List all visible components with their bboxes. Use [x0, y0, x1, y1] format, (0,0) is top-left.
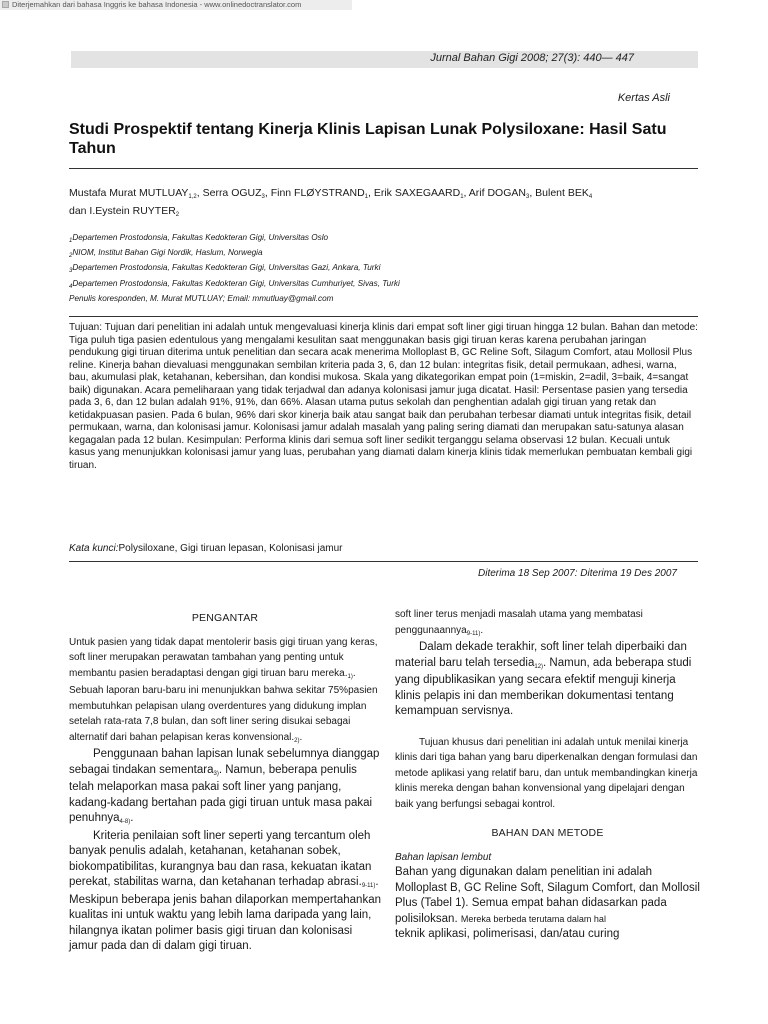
paper-title: Studi Prospektif tentang Kinerja Klinis Lapisan Lunak Polysiloxane: Hasil Satu Tahun [69, 121, 667, 157]
author-affil-sup: 1 [460, 194, 464, 200]
translate-icon [2, 1, 9, 8]
paragraph: soft liner terus menjadi masalah utama yang membatasi penggunaannya$^{9-11)}$. [395, 609, 643, 637]
paragraph: Penggunaan bahan lapisan lunak sebelumnya dianggap sebagai tindakan sementara$^{3)}$. Namun, beberapa penulis telah melaporkan masa pakai soft liner yang panjang, kadang-kadang bertahan pada gigi tiruan untuk masa pakai penuhnya$^{4-8)}$. [69, 748, 380, 825]
affiliation: $^1$Departemen Prostodonsia, Fakultas Kedokteran Gigi, Universitas Oslo [69, 233, 329, 244]
author: , Serra OGUZ [196, 187, 262, 199]
keywords-text: Polysiloxane, Gigi tiruan lepasan, Kolonisasi jamur [118, 543, 343, 554]
section-heading: PENGANTAR [191, 612, 259, 624]
affiliation: $^4$Departemen Prostodonsia, Fakultas Kedokteran Gigi, Universitas Cumhuriyet, Sivas, Turki [69, 278, 400, 290]
author-list [69, 186, 699, 221]
paragraph: Kriteria penilaian soft liner seperti yang tercantum oleh banyak penulis adalah, ketahanan, ketahanan sobek, biokompatibilitas, kurangnya bau dan rasa, kekuatan ikatan perekat, stabilitas warna, dan ketahanan terhadap abrasi.$^{9-11)}$. Meskipun beberapa jenis bahan dilaporkan mempertahankan kualitas ini untuk waktu yang lebih lama daripada yang lain, hilangnya ikatan polimer basis gigi tiruan dan kolonisasi jamur pada dan di dalam gigi tiruan. [69, 829, 381, 952]
section-heading: BAHAN DAN METODE [491, 827, 604, 839]
translation-banner[interactable] [0, 0, 352, 10]
author: , Arif DOGAN [463, 187, 526, 199]
paragraph: Bahan yang digunakan dalam penelitian ini adalah Molloplast B, GC Reline Soft, Silagum Comfort, dan Mollosil Plus (Tabel 1). Semua empat bahan didasarkan pada polisiloksan. Mereka berbeda terutama dalam hal teknik aplikasi, polimerisasi, dan/atau curing [395, 866, 700, 940]
author-affil-sup: 2 [175, 211, 180, 218]
article-type: Kertas Asli [617, 92, 670, 104]
right-column [395, 607, 700, 943]
left-column [69, 611, 381, 955]
author-affil-sup: 3 [525, 194, 530, 200]
author-affil-sup: 3 [261, 194, 265, 200]
author: dan I.Eystein RUYTER [69, 204, 176, 217]
author-affil-sup: 1 [364, 194, 368, 200]
author-affil-sup: 4 [588, 194, 593, 200]
keywords-rule [69, 561, 698, 562]
keywords-label: Kata kunci: [69, 543, 119, 554]
author-affil-sup: 1,2 [188, 194, 197, 200]
journal-citation: Jurnal Bahan Gigi 2008; 27(3): 440— 447 [430, 52, 634, 64]
subsection-heading: Bahan lapisan lembut [395, 851, 492, 863]
abstract: Tujuan: Tujuan dari penelitian ini adalah untuk mengevaluasi kinerja klinis dari empat soft liner gigi tiruan hingga 12 bulan. Bahan dan metode: Tiga puluh tiga pasien edentulous yang mengalami kesulitan saat menggunakan basis gigi tiruan keras karena perubahan jaringan pendukung gigi tiruan diterima untuk penelitian dan secara acak menerima Molloplast B, GC Reline Soft, Silagum Comfort, atau Mollosil Plus reline. Kinerja bahan dievaluasi menggunakan sembilan kriteria pada 3, 6, dan 12 bulan: integritas fisik, detail permukaan, adhesi, warna, bau, akumulasi plak, ketahanan, kebersihan, dan kondisi mukosa. Skala yang dikategorikan empat poin (1=miskin, 2=adil, 3=baik, 4=sangat baik) digunakan. Acara pemeliharaan yang tidak terjadwal dan adanya kolonisasi jamur juga dicatat. Hasil: Persentase pasien yang tersedia pada 3, 6, dan 12 bulan adalah 91%, 91%, dan 66%. Alasan utama putus sekolah dan penghentian adalah gigi tiruan yang retak dan ketidakpuasan pasien. Pada 6 bulan, 96% dari skor kinerja baik atau sangat baik dan perubahan terbesar diamati untuk integritas fisik, detail permukaan, warna, dan kolonisasi jamur. Kolonisasi jamur adalah masalah yang paling sering diamati dan merupakan satu-satunya alasan kegagalan pada 12 bulan. Kesimpulan: Performa klinis dari semua soft liner sedikit terganggu selama observasi 12 bulan. Kecuali untuk kasus yang menunjukkan kolonisasi jamur yang luas, perubahan yang diamati dalam kinerja klinis tidak memerlukan pembuatan kembali gigi tiruan. [69, 322, 698, 471]
banner-text[interactable]: Diterjemahkan dari bahasa Inggris ke bahasa Indonesia - www.onlinedoctranslator.com [12, 0, 302, 9]
correspondence: Penulis koresponden, M. Murat MUTLUAY; Email: mmutluay@gmail.com [69, 293, 334, 303]
author: , Finn FLØYSTRAND [264, 187, 365, 199]
paragraph: Untuk pasien yang tidak dapat mentolerir basis gigi tiruan yang keras, soft liner merupakan perawatan tambahan yang penting untuk membantu pasien beradaptasi dengan gigi tiruan baru mereka.$^{1)}$. Sebuah laporan baru-baru ini menunjukkan bahwa sekitar 75%pasien membutuhkan pelapisan ulang overdentures yang didukung implan setelah rata-rata 7,8 bulan, dan soft liner sering disukai sebagai alternatif dari bahan pelapisan keras konvensional.$^{2)}$. [69, 636, 378, 744]
received-dates: Diterima 18 Sep 2007: Diterima 19 Des 2007 [478, 568, 677, 579]
affiliation: $^3$Departemen Prostodonsia, Fakultas Kedokteran Gigi, Universitas Gazi, Ankara, Turki [69, 263, 381, 275]
affiliation: $^2$NIOM, Institut Bahan Gigi Nordik, Haslum, Norwegia [69, 248, 263, 260]
author: , Bulent BEK [529, 187, 589, 199]
author: , Erik SAXEGAARD [368, 187, 461, 199]
paragraph: Dalam dekade terakhir, soft liner telah diperbaiki dan material baru telah tersedia$^{12)}$. Namun, ada beberapa studi yang dipublikasikan yang secara efektif menguji kinerja klinis pelapis ini dan memberikan dokumentasi tentang kemampuan servisnya. [395, 641, 692, 717]
keywords [69, 543, 343, 554]
author: Mustafa Murat MUTLUAY [69, 187, 189, 199]
title-divider [69, 168, 698, 169]
abstract-top-rule [69, 316, 698, 317]
paragraph: Tujuan khusus dari penelitian ini adalah untuk menilai kinerja klinis dari tiga bahan yang baru diperkenalkan dengan formulasi dan metode aplikasi yang relatif baru, dan untuk membandingkan kinerja klinis mereka dengan bahan konvensional yang dipelajari dengan baik yang berfungsi sebagai kontrol. [395, 736, 698, 810]
affiliations [69, 231, 699, 305]
